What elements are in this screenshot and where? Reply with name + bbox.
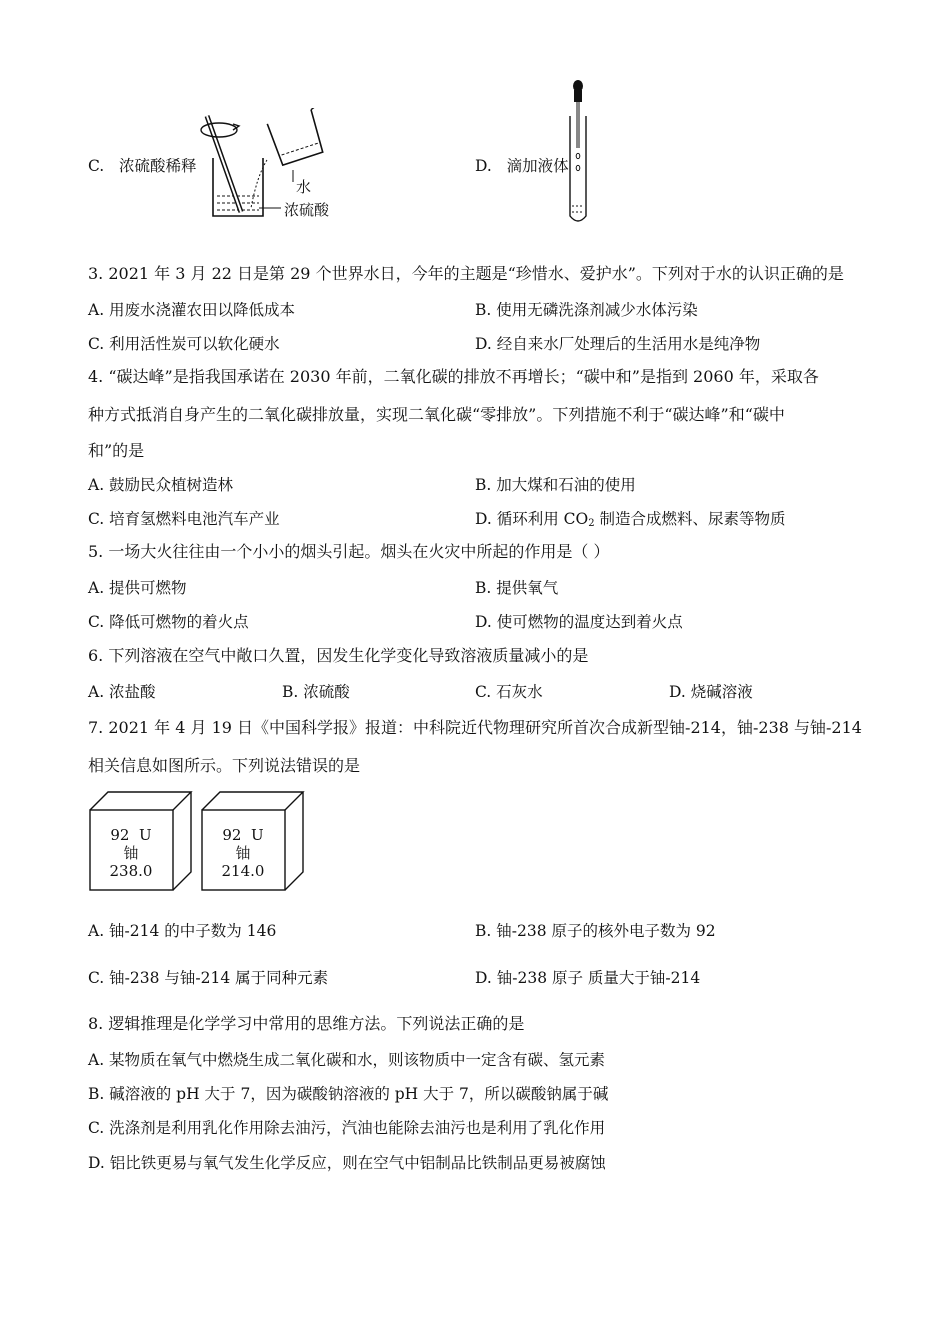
q8-option-b: B. 碱溶液的 pH 大于 7，因为碳酸钠溶液的 pH 大于 7，所以碳酸钠属于碱 xyxy=(88,1085,609,1103)
q8-option-c: C. 洗涤剂是利用乳化作用除去油污，汽油也能除去油污也是利用了乳化作用 xyxy=(88,1119,606,1137)
q5-stem: 5. 一场大火往往由一个小小的烟头引起。烟头在火灾中所起的作用是（ ） xyxy=(88,542,610,561)
q4-stem-line2: 种方式抵消自身产生的二氧化碳排放量，实现二氧化碳“零排放”。下列措施不利于“碳达峰”和“碳中 xyxy=(88,405,785,424)
element-card-214 xyxy=(216,826,270,880)
q5-option-d: D. 使可燃物的温度达到着火点 xyxy=(475,613,683,631)
q4-option-d xyxy=(475,508,786,535)
q4-option-a: A. 鼓励民众植树造林 xyxy=(88,476,234,494)
q7-stem-line2: 相关信息如图所示。下列说法错误的是 xyxy=(88,756,361,775)
option-c-label: C. xyxy=(88,157,105,175)
q6-option-c: C. 石灰水 xyxy=(475,683,543,701)
q7-option-c: C. 铀-238 与铀-214 属于同种元素 xyxy=(88,969,329,987)
q8-option-a: A. 某物质在氧气中燃烧生成二氧化碳和水，则该物质中一定含有碳、氢元素 xyxy=(88,1051,606,1069)
water-label: 水 xyxy=(296,178,312,196)
q6-option-b: B. 浓硫酸 xyxy=(282,683,350,701)
conc-acid-label: 浓硫酸 xyxy=(284,201,330,219)
q4-stem-line1: 4. “碳达峰”是指我国承诺在 2030 年前，二氧化碳的排放不再增长；“碳中和”是指到 2060 年，采取各 xyxy=(88,367,819,386)
q8-stem: 8. 逻辑推理是化学学习中常用的思维方法。下列说法正确的是 xyxy=(88,1014,525,1033)
q6-option-d: D. 烧碱溶液 xyxy=(669,683,753,701)
card1-number: 92 xyxy=(110,826,130,844)
q6-option-a: A. 浓盐酸 xyxy=(88,683,156,701)
card1-mass: 238.0 xyxy=(109,862,153,880)
q6-stem: 6. 下列溶液在空气中敞口久置，因发生化学变化导致溶液质量减小的是 xyxy=(88,646,589,665)
card2-mass: 214.0 xyxy=(221,862,265,880)
card1-name: 铀 xyxy=(123,844,139,862)
q4-option-d-post: 制造合成燃料、尿素等物质 xyxy=(594,510,786,528)
q7-option-d: D. 铀-238 原子 质量大于铀-214 xyxy=(475,969,701,987)
q3-option-d: D. 经自来水厂处理后的生活用水是纯净物 xyxy=(475,335,761,353)
card2-name: 铀 xyxy=(235,844,251,862)
q4-stem-line3: 和”的是 xyxy=(88,441,145,460)
q5-option-b: B. 提供氧气 xyxy=(475,579,559,597)
card2-symbol: U xyxy=(250,826,264,844)
q3-stem: 3. 2021 年 3 月 22 日是第 29 个世界水日，今年的主题是“珍惜水、爱护水”。下列对于水的认识正确的是 xyxy=(88,264,844,283)
card2-number: 92 xyxy=(222,826,242,844)
q5-option-a: A. 提供可燃物 xyxy=(88,579,187,597)
q7-stem-line1: 7. 2021 年 4 月 19 日《中国科学报》报道：中科院近代物理研究所首次合成新型铀-214，铀-238 与铀-214 xyxy=(88,718,862,737)
option-c-text: 浓硫酸稀释 xyxy=(119,157,197,175)
q3-option-c: C. 利用活性炭可以软化硬水 xyxy=(88,335,280,353)
q4-option-d-sub: 2 xyxy=(588,518,595,529)
option-c-figure xyxy=(88,155,197,177)
q5-option-c: C. 降低可燃物的着火点 xyxy=(88,613,249,631)
q7-option-a: A. 铀-214 的中子数为 146 xyxy=(88,922,277,940)
q8-option-d: D. 铝比铁更易与氧气发生化学反应，则在空气中铝制品比铁制品更易被腐蚀 xyxy=(88,1154,606,1172)
card1-symbol: U xyxy=(138,826,152,844)
q4-option-c: C. 培育氢燃料电池汽车产业 xyxy=(88,510,280,528)
element-card-238 xyxy=(104,826,158,880)
option-d-text: 滴加液体 xyxy=(506,157,569,175)
acid-dilution-diagram xyxy=(195,108,355,226)
q4-option-b: B. 加大煤和石油的使用 xyxy=(475,476,636,494)
q7-option-b: B. 铀-238 原子的核外电子数为 92 xyxy=(475,922,716,940)
dropper-test-tube-diagram xyxy=(562,78,598,228)
q4-option-d-pre: D. 循环利用 CO xyxy=(475,510,589,528)
q3-option-a: A. 用废水浇灌农田以降低成本 xyxy=(88,301,296,319)
option-d-label: D. xyxy=(475,157,492,175)
q3-option-b: B. 使用无磷洗涤剂减少水体污染 xyxy=(475,301,698,319)
option-d-figure xyxy=(475,155,569,177)
